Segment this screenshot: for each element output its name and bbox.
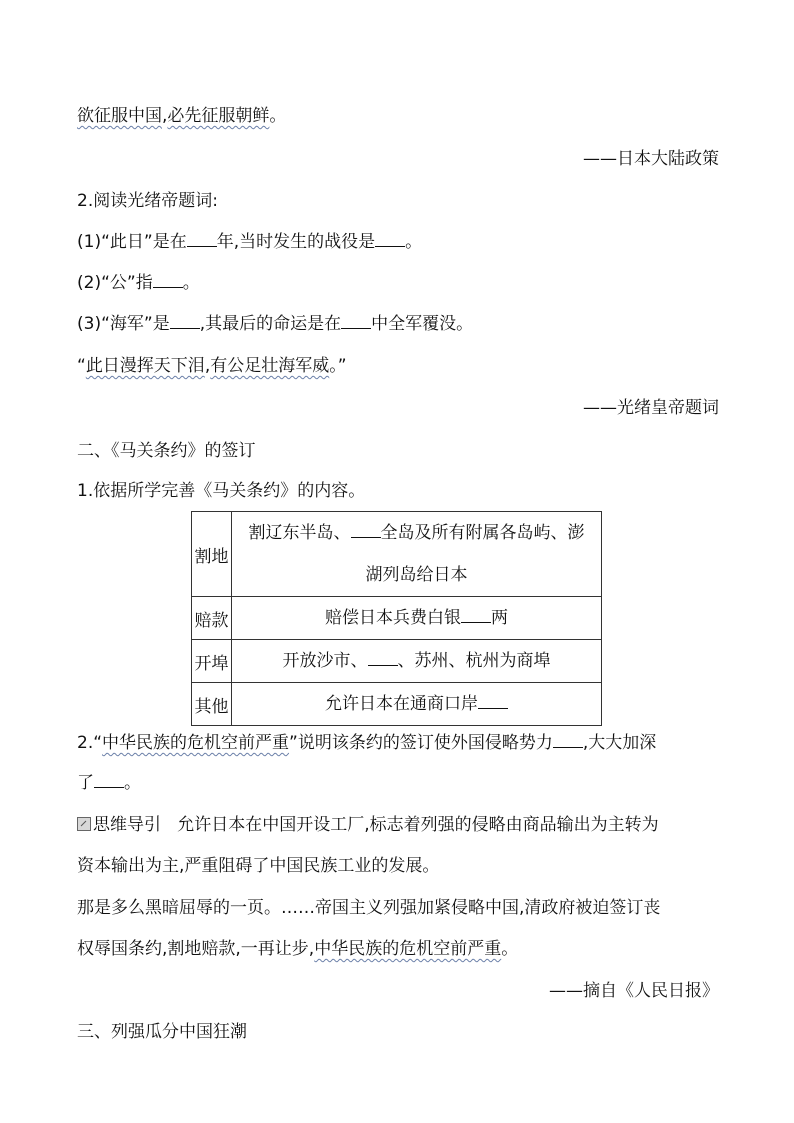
q2s-d: ,大大加深 (582, 733, 657, 753)
poem-line (77, 355, 347, 377)
excerpt-b3: 。 (501, 939, 519, 959)
row-body-indemnity (232, 597, 602, 640)
excerpt-line2 (77, 938, 518, 960)
q2s-a: 2.“ (77, 733, 103, 753)
q2-title: 2.阅读光绪帝题词: (77, 191, 218, 211)
source-guangxu: ——光绪皇帝题词 (583, 398, 719, 418)
q2-sub3-c: 中全军覆没。 (371, 314, 474, 334)
excerpt-b1: 权辱国条约,割地赔款,一再让步, (77, 939, 315, 959)
treaty-table (191, 511, 602, 726)
indemnity-text-b: 两 (491, 608, 508, 628)
q2-sub1-a: (1)“此日”是在 (77, 232, 187, 252)
blank-gong[interactable] (153, 273, 183, 288)
row-body-ports (232, 640, 602, 683)
row-head-indemnity: 赔款 (192, 597, 232, 640)
q2-sub1-c: 。 (405, 232, 423, 252)
blank-amount[interactable] (461, 608, 491, 623)
source-japan-policy: ——日本大陆政策 (583, 149, 719, 169)
row-body-other (232, 683, 602, 726)
section2-q1: 1.依据所学完善《马关条约》的内容。 (77, 481, 366, 501)
section2-q2-line1 (77, 732, 656, 754)
blank-port[interactable] (368, 651, 398, 666)
q2s-b: 中华民族的危机空前严重 (102, 733, 290, 753)
ports-text-a: 开放沙市、 (282, 651, 368, 671)
poem-part-a: 此日漫挥天下泪 (85, 356, 205, 376)
q2s-f: 。 (124, 773, 141, 793)
table-row (192, 683, 602, 726)
q2-sub1 (77, 231, 422, 253)
guide-line2: 资本输出为主,严重阻碍了中国民族工业的发展。 (77, 856, 440, 876)
ports-text-b: 、苏州、杭州为商埠 (397, 651, 551, 671)
section2-heading: 二、《马关条约》的签订 (77, 441, 256, 461)
q2-sub2-a: (2)“公”指 (77, 273, 153, 293)
q2s-e: 了 (77, 773, 94, 793)
guide-text-a: 允许日本在中国开设工厂,标志着列强的侵略由商品输出为主转为 (177, 815, 659, 835)
blank-island[interactable] (351, 523, 381, 538)
q2-sub3-a: (3)“海军”是 (77, 314, 170, 334)
cede-text-b: 全岛及所有附属各岛屿、澎 (380, 523, 585, 543)
poem-close: 。” (329, 356, 347, 376)
q2-sub3 (77, 313, 473, 335)
table-row (192, 640, 602, 683)
blank-deepen[interactable] (94, 773, 124, 788)
guide-label: 思维导引 (93, 815, 161, 835)
row-head-other: 其他 (192, 683, 232, 726)
row-head-ports: 开埠 (192, 640, 232, 683)
q2s-c: ”说明该条约的签订使外国侵略势力 (289, 733, 553, 753)
blank-battle-end[interactable] (341, 314, 371, 329)
source-people-daily: ——摘自《人民日报》 (549, 981, 719, 1001)
quote-part-b: 必先征服朝鲜 (167, 106, 270, 126)
blank-battle[interactable] (375, 232, 405, 247)
excerpt-b2: 中华民族的危机空前严重 (314, 939, 502, 959)
row-head-cede: 割地 (192, 512, 232, 597)
blank-force[interactable] (553, 733, 583, 748)
q2-sub3-b: ,其最后的命运是在 (199, 314, 342, 334)
poem-open: “ (77, 356, 86, 376)
indemnity-text-a: 赔偿日本兵费白银 (325, 608, 461, 628)
section3-heading: 三、列强瓜分中国狂潮 (77, 1022, 247, 1042)
q2-sub2 (77, 272, 200, 294)
q2-sub2-b: 。 (182, 273, 200, 293)
quote-sep: , (162, 106, 168, 126)
blank-year[interactable] (187, 232, 217, 247)
excerpt-line1: 那是多么黑暗屈辱的一页。……帝国主义列强加紧侵略中国,清政府被迫签订丧 (77, 898, 661, 918)
quote-part-a: 欲征服中国 (77, 106, 162, 126)
cede-text-a: 割辽东半岛、 (248, 523, 351, 543)
blank-navy[interactable] (170, 314, 200, 329)
section2-q2-line2 (77, 772, 141, 794)
row-body-cede (232, 512, 602, 597)
guide-line1 (77, 814, 659, 836)
table-row (192, 597, 602, 640)
pencil-icon (77, 817, 91, 831)
other-text-a: 允许日本在通商口岸 (325, 694, 478, 714)
table-row (192, 512, 602, 597)
q2-sub1-b: 年,当时发生的战役是 (216, 232, 376, 252)
quote-end: 。 (269, 106, 287, 126)
blank-other[interactable] (478, 694, 508, 709)
quote-japan-policy (77, 105, 286, 127)
cede-text-c: 湖列岛给日本 (365, 565, 468, 585)
poem-sep: , (204, 356, 211, 376)
poem-part-b: 有公足壮海军威 (210, 356, 330, 376)
